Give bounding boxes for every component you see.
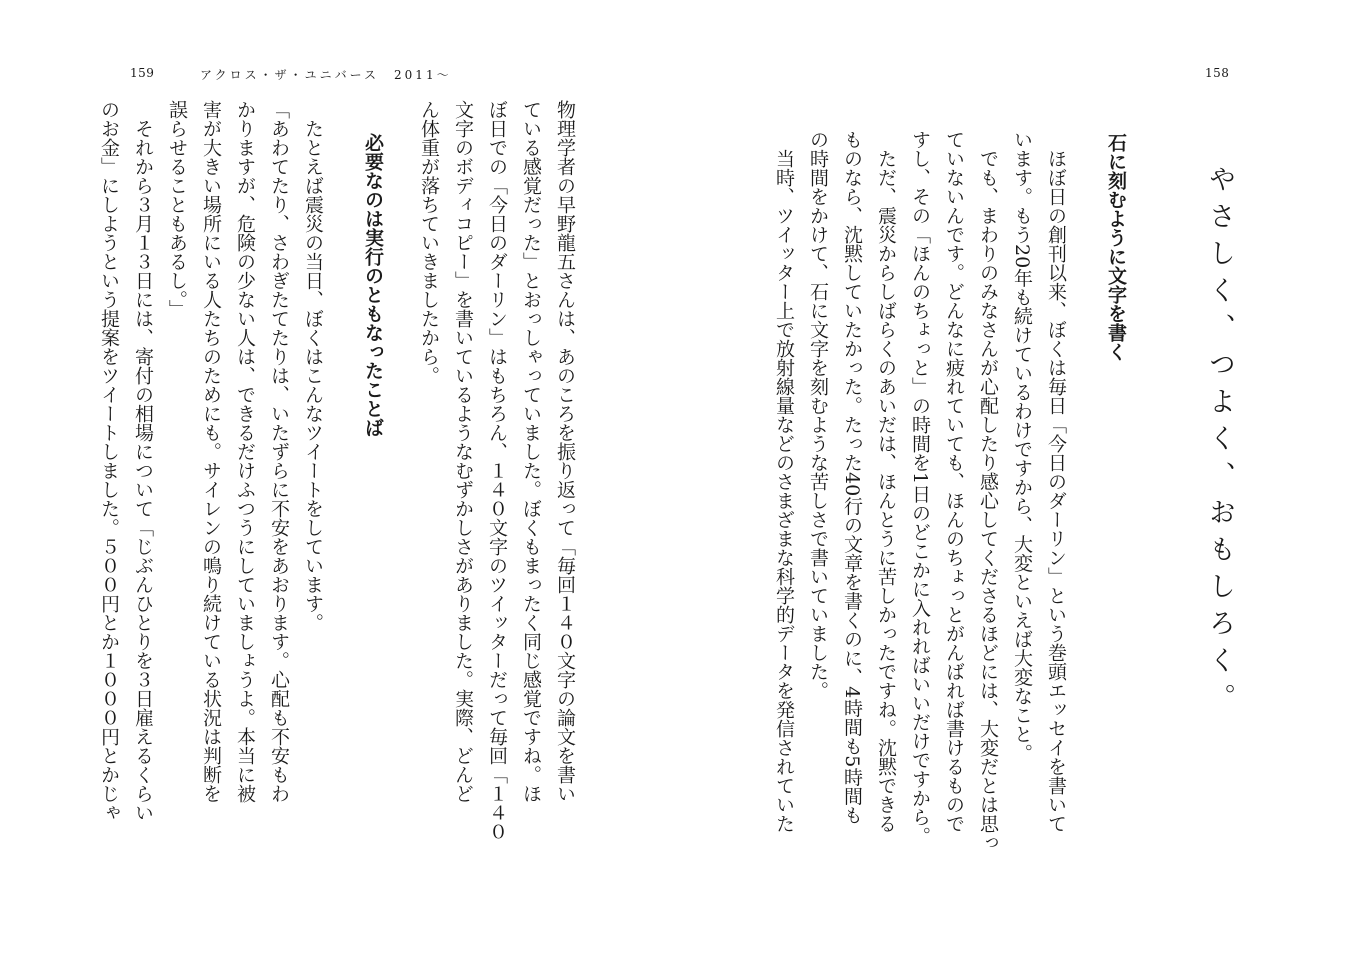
- section-heading-left: 必要なのは実行のともなったことば: [362, 133, 384, 437]
- chapter-title: やさしく、つよく、おもしろく。: [1204, 165, 1235, 720]
- text-line: 物理学者の早野龍五さんは、あのころを振り返って「毎回１４０文字の論文を書い: [554, 100, 576, 803]
- section-heading-right: 石に刻むように文字を書く: [1105, 133, 1127, 361]
- text-line: います。もう20年も続けているわけですから、大変といえば大変なこと。: [1011, 130, 1033, 763]
- left-block-1: [412, 100, 582, 841]
- text-line: 誤らせることもあるし。」: [166, 100, 188, 319]
- right-body: [767, 130, 1073, 852]
- text-line: のお金」にしようという提案をツイートしました。５００円とか１０００円とかじゃ: [98, 100, 120, 822]
- text-line: ぼ日での「今日のダーリン」はもちろん、１４０文字のツイッターだって毎回「１４０: [486, 100, 508, 841]
- text-line: の時間をかけて、石に文字を刻むような苦しさで書いていました。: [807, 130, 829, 700]
- text-line: すし、その「ほんのちょっと」の時間を1日のどこかに入れればいいだけですから。: [909, 130, 931, 846]
- text-line: でも、まわりのみなさんが心配したり感心してくださるほどには、大変だとは思っ: [977, 149, 999, 852]
- page-number-right: 158: [1205, 66, 1230, 80]
- text-line: 「あわてたり、さわぎたてたりは、いたずらに不安をあおります。心配も不安もわ: [268, 100, 290, 803]
- text-line: ものなら、沈黙していたかった。たった40行の文章を書くのに、4時間も5時間も: [841, 130, 863, 825]
- right-page: [675, 0, 1350, 960]
- text-line: 文字のボディコピー」を書いているようなむずかしさがありました。実際、どんど: [452, 100, 474, 803]
- text-line: 当時、ツイッター上で放射線量などのさまざまな科学的データを発信されていた: [773, 149, 795, 833]
- text-line: ん体重が落ちていきましたから。: [418, 100, 440, 385]
- text-line: ただ、震災からしばらくのあいだは、ほんとうに苦しかったですね。沈黙できる: [875, 149, 897, 833]
- text-line: ている感覚だった」とおっしゃっていました。ぼくもまったく同じ感覚ですね。ほ: [520, 100, 542, 803]
- text-line: 害が大きい場所にいる人たちのためにも。サイレンの鳴り続けている状況は判断を: [200, 100, 222, 803]
- text-line: たとえば震災の当日、ぼくはこんなツイートをしています。: [302, 119, 324, 632]
- page-number-left: 159: [130, 66, 155, 80]
- text-line: ほぼ日の創刊以来、ぼくは毎日「今日のダーリン」という巻頭エッセイを書いて: [1045, 149, 1067, 833]
- text-line: ていないんです。どんなに疲れていても、ほんのちょっとがんばれば書けるもので: [943, 130, 965, 833]
- text-line: それから３月１３日には、寄付の相場について「じぶんひとりを３日雇えるくらい: [132, 119, 154, 822]
- text-line: かりますが、危険の少ない人は、できるだけふつうにしていましょうよ。本当に被: [234, 100, 256, 803]
- running-head: アクロス・ザ・ユニバース 2011〜: [200, 68, 452, 82]
- left-block-2: [92, 100, 330, 822]
